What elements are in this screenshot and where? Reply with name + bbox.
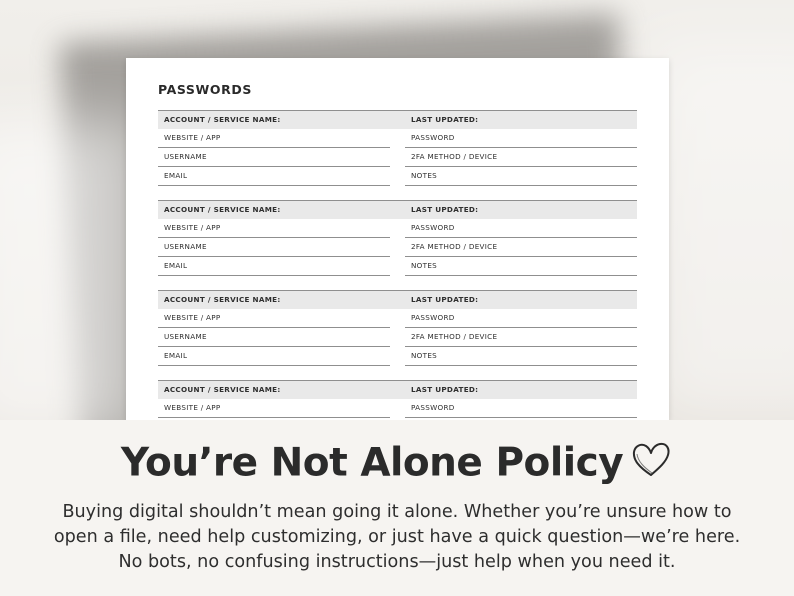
entry-row [158, 219, 637, 238]
backdrop-light-left [0, 120, 140, 420]
policy-line: open a file, need help customizing, or just have a quick question—we’re here. [53, 527, 741, 547]
username-label: USERNAME [164, 332, 207, 341]
account-service-name-label: ACCOUNT / SERVICE NAME: [164, 205, 281, 214]
entry-header-row [158, 290, 637, 309]
password-label: PASSWORD [411, 223, 455, 232]
policy-headline-text: You’re Not Alone Policy [120, 440, 624, 486]
policy-headline [0, 440, 794, 490]
2fa-method-label: 2FA METHOD / DEVICE [411, 152, 498, 161]
password-entry-block [158, 290, 637, 366]
notes-label: NOTES [411, 261, 438, 270]
website-app-label: WEBSITE / APP [164, 133, 221, 142]
sheet-title: PASSWORDS [158, 82, 252, 97]
password-entry-block [158, 110, 637, 186]
password-label: PASSWORD [411, 403, 455, 412]
last-updated-label: LAST UPDATED: [411, 115, 479, 124]
entry-row [158, 238, 637, 257]
backdrop-light-right [650, 40, 794, 420]
entry-row [158, 399, 637, 418]
password-label: PASSWORD [411, 313, 455, 322]
account-service-name-label: ACCOUNT / SERVICE NAME: [164, 385, 281, 394]
last-updated-label: LAST UPDATED: [411, 205, 479, 214]
email-label: EMAIL [164, 351, 188, 360]
entry-row [158, 347, 637, 366]
password-entry-block [158, 200, 637, 276]
website-app-label: WEBSITE / APP [164, 223, 221, 232]
entry-header-row [158, 200, 637, 219]
entry-header-row [158, 110, 637, 129]
email-label: EMAIL [164, 261, 188, 270]
notes-label: NOTES [411, 351, 438, 360]
password-entry-block [158, 380, 637, 418]
account-service-name-label: ACCOUNT / SERVICE NAME: [164, 295, 281, 304]
username-label: USERNAME [164, 242, 207, 251]
last-updated-label: LAST UPDATED: [411, 295, 479, 304]
printable-sheet [126, 58, 669, 420]
entry-row [158, 148, 637, 167]
entry-row [158, 309, 637, 328]
policy-description [20, 500, 774, 575]
heart-outline-icon [629, 440, 673, 490]
policy-line: No bots, no confusing instructions—just help when you need it. [118, 552, 676, 572]
email-label: EMAIL [164, 171, 188, 180]
entry-row [158, 328, 637, 347]
2fa-method-label: 2FA METHOD / DEVICE [411, 332, 498, 341]
policy-line: Buying digital shouldn’t mean going it alone. Whether you’re unsure how to [62, 502, 732, 522]
last-updated-label: LAST UPDATED: [411, 385, 479, 394]
password-label: PASSWORD [411, 133, 455, 142]
notes-label: NOTES [411, 171, 438, 180]
entry-row [158, 129, 637, 148]
entry-row [158, 257, 637, 276]
entry-row [158, 167, 637, 186]
username-label: USERNAME [164, 152, 207, 161]
website-app-label: WEBSITE / APP [164, 313, 221, 322]
account-service-name-label: ACCOUNT / SERVICE NAME: [164, 115, 281, 124]
entry-header-row [158, 380, 637, 399]
website-app-label: WEBSITE / APP [164, 403, 221, 412]
2fa-method-label: 2FA METHOD / DEVICE [411, 242, 498, 251]
